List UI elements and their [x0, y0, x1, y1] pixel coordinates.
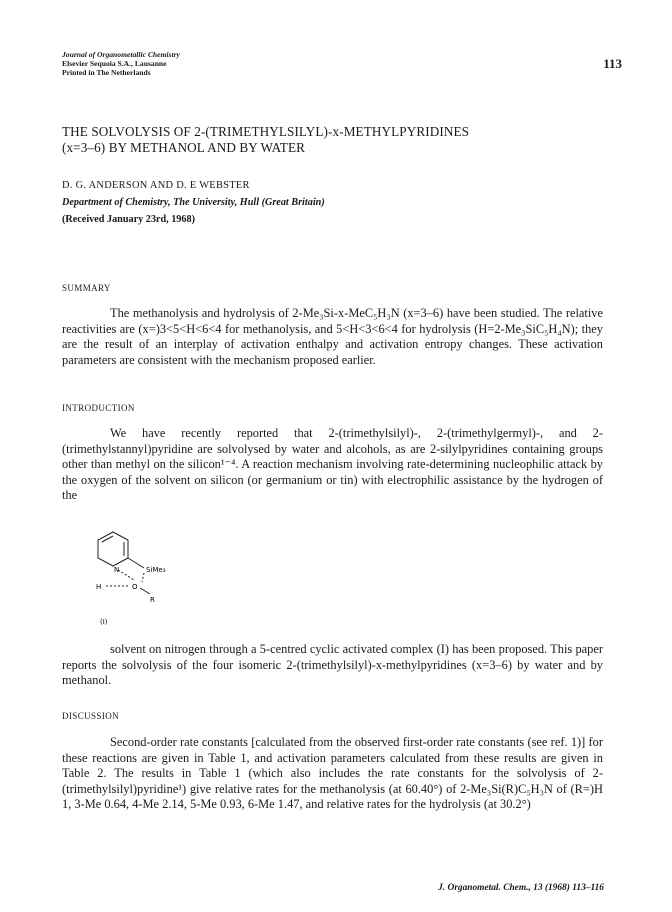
introduction-heading: INTRODUCTION	[62, 403, 135, 413]
printed-line: Printed in The Netherlands	[62, 68, 151, 77]
title-line-1: THE SOLVOLYSIS OF 2-(TRIMETHYLSILYL)-x-METHYLPYRIDINES	[62, 124, 470, 139]
journal-header	[62, 50, 622, 77]
affiliation: Department of Chemistry, The University, Hull (Great Britain)	[62, 197, 325, 208]
si-bond	[128, 558, 144, 568]
discussion-heading: DISCUSSION	[62, 711, 120, 721]
discussion-paragraph: Second-order rate constants [calculated from the observed first-order rate constants (see ref. 1)] for these reactions are given in Table 1, and activation parameters calculated from these results are given in Table 2. The results in Table 1 (which also includes the rate constants for the solvolysis of 2-(trimethylsilyl)pyridine¹) give relative rates for the methanolysis (at 60.40°) of 2-Me₃Si(R)C₅H₃N of (R=)H 1, 3-Me 0.64, 4-Me 2.14, 5-Me 0.93, 6-Me 1.47, and relative rates for the hydrolysis (at 30.2°)	[62, 735, 603, 812]
publisher-line: Elsevier Sequoia S.A., Lausanne	[62, 59, 167, 68]
structure-figure	[78, 528, 208, 628]
r-group-label: R	[150, 596, 155, 604]
hydrogen-label: H	[96, 583, 102, 591]
introduction-paragraph-2: solvent on nitrogen through a 5-centred cyclic activated complex (I) has been proposed. This paper reports the solvolysis of the four isomeric 2-(trimethylsilyl)-x-methylpyridines (x=3–6) by water and by methanol.	[62, 642, 603, 688]
structure-caption: (I)	[100, 618, 108, 626]
oxygen-label: O	[132, 583, 138, 591]
summary-paragraph: The methanolysis and hydrolysis of 2-Me₃Si-x-MeC₅H₃N (x=3–6) have been studied. The relative reactivities are (x=)3<5<H<6<4 for methanolysis, and 5<H<3<6<4 for hydrolysis (H=2-Me₃SiC₅H₄N); they are the result of an interplay of activation enthalpy and activation entropy changes. These activation parameters are consistent with the mechanism proposed earlier.	[62, 306, 603, 367]
article-title	[62, 124, 622, 156]
page-number: 113	[603, 56, 622, 71]
simethyl-label: SiMe₃	[146, 566, 166, 574]
si-o-interaction	[142, 573, 144, 582]
nitrogen-label: N	[114, 566, 120, 574]
n-h-interaction	[118, 570, 134, 580]
introduction-paragraph-1: We have recently reported that 2-(trimethylsilyl)-, 2-(trimethylgermyl)-, and 2-(trimethylstannyl)pyridine are solvolysed by water and alcohols, as are 2-silylpyridines containing groups other than methyl on the silicon¹⁻⁴. A reaction mechanism involving rate-determining nucleophilic attack by the oxygen of the solvent on silicon (or germanium or tin) with electrophilic assistance by the hydrogen of the	[62, 426, 603, 503]
o-r-bond	[140, 588, 150, 594]
footer-citation: J. Organometal. Chem., 13 (1968) 113–116	[438, 883, 604, 893]
summary-heading: SUMMARY	[62, 283, 111, 293]
author-list: D. G. ANDERSON AND D. E WEBSTER	[62, 180, 250, 191]
received-date: (Received January 23rd, 1968)	[62, 214, 195, 225]
title-line-2: (x=3–6) BY METHANOL AND BY WATER	[62, 140, 305, 155]
pyridine-complex-diagram	[78, 528, 208, 628]
journal-name: Journal of Organometallic Chemistry	[62, 50, 180, 59]
